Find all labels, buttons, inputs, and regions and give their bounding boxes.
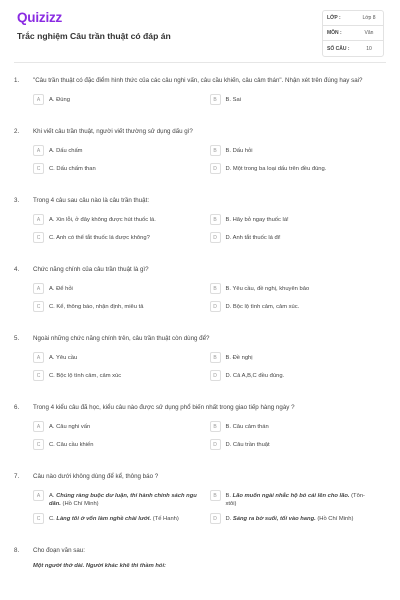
option-text xyxy=(49,284,210,293)
option-text xyxy=(49,215,210,224)
meta-value: Lớp 8 xyxy=(362,15,376,21)
answer-options xyxy=(33,284,386,320)
option-text xyxy=(226,233,387,242)
option-text xyxy=(49,233,210,242)
answer-option[interactable] xyxy=(33,491,210,508)
option-text xyxy=(226,371,387,380)
option-text xyxy=(49,95,210,104)
option-fragment: (Tôn-xtôi) xyxy=(225,493,365,507)
question-item xyxy=(14,472,386,532)
option-fragment: C. Câu cầu khiến xyxy=(49,442,94,448)
meta-value: Văn xyxy=(364,30,374,36)
question-number: 4. xyxy=(14,266,20,273)
option-fragment: A. Đúng xyxy=(49,97,70,103)
option-letter-box: A xyxy=(33,490,44,501)
option-fragment: D. Cả A,B,C đều đúng. xyxy=(225,373,285,379)
option-fragment: (Hồ Chí Minh) xyxy=(315,516,354,522)
question-stem xyxy=(14,76,386,85)
option-fragment: B. Sai xyxy=(225,97,241,103)
meta-row xyxy=(323,26,383,41)
question-number: 5. xyxy=(14,335,20,342)
question-stem xyxy=(14,546,386,555)
meta-key: LỚP : xyxy=(327,15,341,21)
option-fragment: B. Câu cảm thán xyxy=(225,424,269,430)
option-letter-box: B xyxy=(210,214,221,225)
answer-option[interactable] xyxy=(33,284,210,296)
option-quote: Sáng ra bờ suối, tối vào hang. xyxy=(232,516,316,522)
option-text xyxy=(49,353,210,362)
option-letter-box: A xyxy=(33,214,44,225)
answer-option[interactable] xyxy=(33,371,210,383)
option-fragment: C. xyxy=(49,516,57,522)
question-stem xyxy=(14,265,386,274)
option-text xyxy=(49,440,210,449)
answer-option[interactable] xyxy=(33,422,210,434)
question-item xyxy=(14,76,386,113)
option-text xyxy=(49,514,210,523)
option-letter-box: B xyxy=(210,421,221,432)
option-letter-box: C xyxy=(33,513,44,524)
option-letter-box: B xyxy=(210,352,221,363)
option-fragment: D. xyxy=(225,516,233,522)
question-item xyxy=(14,334,386,389)
option-fragment: (Tế Hanh) xyxy=(151,516,179,522)
option-letter-box: C xyxy=(33,232,44,243)
answer-option[interactable] xyxy=(210,233,387,245)
option-quote: Lão muốn ngài nhắc hộ bỏ cái lên cho lão. xyxy=(232,493,350,499)
question-text: Trong 4 kiểu câu đã học, kiểu câu nào được sử dụng phổ biến nhất trong giao tiếp hàng ngày ? xyxy=(33,404,295,411)
answer-option[interactable] xyxy=(210,215,387,227)
question-text: Câu nào dưới không dùng để kể, thông báo ? xyxy=(33,473,159,480)
meta-row xyxy=(323,11,383,26)
answer-option[interactable] xyxy=(33,95,210,107)
option-letter-box: D xyxy=(210,370,221,381)
option-text xyxy=(49,146,210,155)
quizizz-logo: Quizizz xyxy=(17,10,63,25)
option-fragment: A. xyxy=(49,493,57,499)
option-text xyxy=(226,95,387,104)
option-fragment: (Hồ Chí Minh) xyxy=(60,501,99,507)
option-letter-box: D xyxy=(210,439,221,450)
option-text xyxy=(226,164,387,173)
question-text: Cho đoạn văn sau: xyxy=(33,547,85,554)
option-letter-box: D xyxy=(210,163,221,174)
answer-option[interactable] xyxy=(210,95,387,107)
option-fragment: D. Một trong ba loại dấu trên đều đúng. xyxy=(225,166,327,172)
answer-option[interactable] xyxy=(210,302,387,314)
answer-option[interactable] xyxy=(33,146,210,158)
option-text xyxy=(226,284,387,293)
option-text xyxy=(226,215,387,224)
question-stem xyxy=(14,196,386,205)
option-fragment: D. Câu trần thuật xyxy=(225,442,270,448)
option-fragment: A. Yêu cầu xyxy=(49,355,78,361)
option-letter-box: D xyxy=(210,301,221,312)
answer-option[interactable] xyxy=(210,353,387,365)
option-text xyxy=(49,491,210,508)
worksheet-meta-box xyxy=(322,10,384,57)
option-letter-box: A xyxy=(33,421,44,432)
answer-option[interactable] xyxy=(33,302,210,314)
option-fragment: B. xyxy=(225,493,233,499)
answer-option[interactable] xyxy=(210,440,387,452)
option-fragment: B. Hãy bỏ ngay thuốc lá! xyxy=(225,217,289,223)
question-item xyxy=(14,127,386,182)
meta-key: SỐ CÂU : xyxy=(327,45,350,52)
option-letter-box: D xyxy=(210,513,221,524)
option-fragment: B. Yêu cầu, đề nghị, khuyên bảo xyxy=(225,286,310,292)
question-item xyxy=(14,403,386,458)
option-text xyxy=(226,440,387,449)
answer-option[interactable] xyxy=(210,422,387,434)
option-text xyxy=(49,164,210,173)
option-quote: Chúng ràng buộc dư luận, thi hành chính sách ngu dân. xyxy=(49,493,197,507)
option-text xyxy=(226,514,387,523)
meta-value: 10 xyxy=(366,45,372,52)
option-letter-box: B xyxy=(210,94,221,105)
option-fragment: B. Dấu hỏi xyxy=(225,148,253,154)
answer-option[interactable] xyxy=(33,215,210,227)
worksheet-title: Trắc nghiệm Câu trần thuật có đáp án xyxy=(17,31,171,41)
answer-option[interactable] xyxy=(210,284,387,296)
answer-options xyxy=(33,491,386,532)
answer-options xyxy=(33,146,386,182)
option-letter-box: A xyxy=(33,352,44,363)
question-stem xyxy=(14,403,386,412)
question-text: Ngoài những chức năng chính trên, câu trần thuật còn dùng để? xyxy=(33,335,210,342)
header-divider xyxy=(14,62,386,63)
answer-option[interactable] xyxy=(210,146,387,158)
answer-options xyxy=(33,353,386,389)
option-text xyxy=(49,422,210,431)
option-letter-box: C xyxy=(33,370,44,381)
question-text: "Câu trần thuật có đặc điểm hình thức của các câu nghi vấn, câu cầu khiến, câu cảm thán". Nhận xét trên đúng hay sai? xyxy=(33,77,363,84)
option-fragment: B. Đề nghị xyxy=(225,355,253,361)
meta-row xyxy=(323,41,383,56)
answer-option[interactable] xyxy=(210,164,387,176)
option-fragment: C. Kể, thông báo, nhận định, miêu tả xyxy=(49,304,144,310)
question-item xyxy=(14,196,386,251)
option-fragment: D. Anh tắt thuốc lá đi! xyxy=(225,235,281,241)
option-text xyxy=(226,146,387,155)
answer-option[interactable] xyxy=(33,440,210,452)
answer-option[interactable] xyxy=(33,514,210,526)
question-stem xyxy=(14,334,386,343)
question-number: 1. xyxy=(14,77,20,84)
answer-option[interactable] xyxy=(210,371,387,383)
option-letter-box: B xyxy=(210,283,221,294)
option-letter-box: C xyxy=(33,301,44,312)
option-fragment: A. Dấu chấm xyxy=(49,148,83,154)
worksheet-header xyxy=(0,0,400,70)
option-fragment: C. Anh có thể tắt thuốc lá được không? xyxy=(49,235,150,241)
option-text xyxy=(226,422,387,431)
option-fragment: A. Để hỏi xyxy=(49,286,73,292)
question-text: Khi viết câu trần thuật, người viết thường sử dụng dấu gì? xyxy=(33,128,193,135)
option-text xyxy=(226,302,387,311)
answer-option[interactable] xyxy=(210,514,387,526)
answer-option[interactable] xyxy=(210,491,387,508)
question-list xyxy=(0,76,400,585)
question-text: Trong 4 câu sau câu nào là câu trần thuật: xyxy=(33,197,150,204)
option-quote: Làng tôi ở vốn làm nghề chài lưới. xyxy=(56,516,152,522)
answer-options xyxy=(33,215,386,251)
answer-options xyxy=(33,422,386,458)
question-number: 2. xyxy=(14,128,20,135)
question-number: 8. xyxy=(14,547,20,554)
option-letter-box: B xyxy=(210,490,221,501)
answer-option[interactable] xyxy=(33,353,210,365)
answer-option[interactable] xyxy=(33,164,210,176)
option-text xyxy=(226,353,387,362)
option-text xyxy=(49,371,210,380)
option-letter-box: A xyxy=(33,94,44,105)
option-fragment: A. Câu nghi vấn xyxy=(49,424,91,430)
question-number: 3. xyxy=(14,197,20,204)
option-letter-box: A xyxy=(33,145,44,156)
option-fragment: C. Bộc lộ tình cảm, cảm xúc xyxy=(49,373,122,379)
answer-option[interactable] xyxy=(33,233,210,245)
option-fragment: D. Bộc lộ tình cảm, cảm xúc. xyxy=(225,304,300,310)
meta-key: MÔN : xyxy=(327,30,342,36)
option-letter-box: C xyxy=(33,439,44,450)
passage-text: Một người thở dài. Người khác khẽ thì thầm hỏi: xyxy=(33,563,166,569)
question-stem xyxy=(14,127,386,136)
option-letter-box: D xyxy=(210,232,221,243)
answer-options xyxy=(33,95,386,113)
question-text: Chức năng chính của câu trần thuật là gì? xyxy=(33,266,149,273)
question-stem xyxy=(14,472,386,481)
option-fragment: C. Dấu chấm than xyxy=(49,166,96,172)
question-item xyxy=(14,265,386,320)
option-letter-box: A xyxy=(33,283,44,294)
option-letter-box: C xyxy=(33,163,44,174)
option-text xyxy=(226,491,387,508)
question-item xyxy=(14,546,386,571)
option-text xyxy=(49,302,210,311)
option-fragment: A. Xin lỗi, ở đây không được hút thuốc lá. xyxy=(49,217,156,223)
question-number: 6. xyxy=(14,404,20,411)
option-letter-box: B xyxy=(210,145,221,156)
question-number: 7. xyxy=(14,473,20,480)
